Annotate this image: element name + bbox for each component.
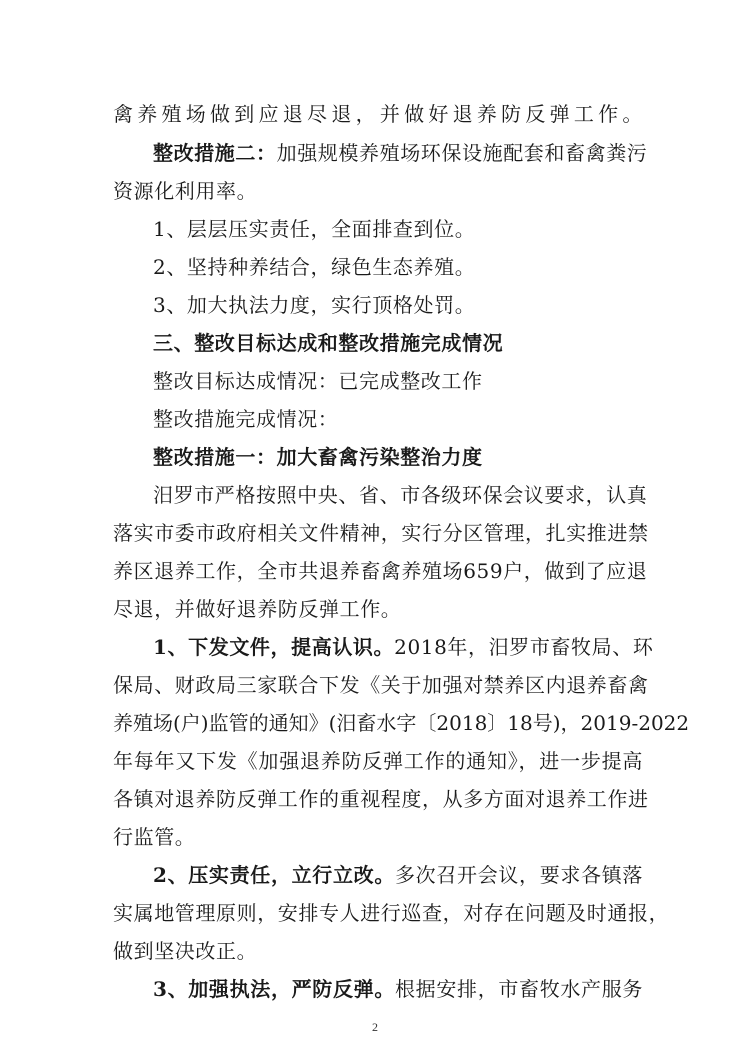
status-line: 整改目标达成情况：已完成整改工作 bbox=[153, 369, 483, 393]
paragraph-line bbox=[153, 976, 643, 1002]
paragraph-line: 保局、财政局三家联合下发《关于加强对禁养区内退养畜禽 bbox=[113, 673, 649, 697]
paragraph-line bbox=[153, 634, 654, 660]
list-item: 2、坚持种养结合，绿色生态养殖。 bbox=[153, 255, 476, 279]
paragraph-line: 落实市委市政府相关文件精神，实行分区管理，扎实推进禁 bbox=[113, 521, 649, 545]
text-line: 禽养殖场做到应退尽退，并做好退养防反弹工作。 bbox=[113, 102, 643, 126]
item-1-rest: 2018年，汨罗市畜牧局、环 bbox=[394, 635, 654, 659]
paragraph-line: 做到坚决改正。 bbox=[113, 939, 258, 963]
paragraph-line: 年每年又下发《加强退养防反弹工作的通知》，进一步提高 bbox=[113, 749, 643, 773]
paragraph-line: 汨罗市严格按照中央、省、市各级环保会议要求，认真 bbox=[153, 483, 648, 507]
list-item: 1、层层压实责任，全面排查到位。 bbox=[153, 217, 476, 241]
measure-heading-2 bbox=[153, 140, 648, 166]
measure-heading-2-lead: 整改措施二： bbox=[153, 141, 277, 165]
paragraph-line: 行监管。 bbox=[113, 825, 196, 849]
paragraph-line: 养殖场(户)监管的通知》(汨畜水字〔2018〕18号)，2019-2022 bbox=[113, 711, 690, 735]
paragraph-line: 养区退养工作，全市共退养畜禽养殖场659户，做到了应退 bbox=[113, 559, 648, 583]
paragraph-line: 尽退，并做好退养防反弹工作。 bbox=[113, 597, 402, 621]
paragraph-line: 实属地管理原则，安排专人进行巡查，对存在问题及时通报， bbox=[113, 901, 670, 925]
list-item: 3、加大执法力度，实行顶格处罚。 bbox=[153, 293, 476, 317]
item-1-lead: 1、下发文件，提高认识。 bbox=[153, 635, 395, 659]
item-3-rest: 根据安排，市畜牧水产服务 bbox=[395, 977, 643, 1001]
status-line: 整改措施完成情况： bbox=[153, 407, 339, 431]
text-line: 资源化利用率。 bbox=[113, 179, 258, 203]
measure-heading-1: 整改措施一：加大畜禽污染整治力度 bbox=[153, 445, 483, 469]
item-3-lead: 3、加强执法，严防反弹。 bbox=[153, 977, 395, 1001]
paragraph-line bbox=[153, 862, 643, 888]
measure-heading-2-rest: 加强规模养殖场环保设施配套和畜禽粪污 bbox=[276, 141, 648, 165]
page-number: 2 bbox=[372, 1020, 378, 1034]
section-heading: 三、整改目标达成和整改措施完成情况 bbox=[153, 331, 504, 355]
item-2-lead: 2、压实责任，立行立改。 bbox=[153, 863, 395, 887]
paragraph-line: 各镇对退养防反弹工作的重视程度，从多方面对退养工作进 bbox=[113, 787, 649, 811]
item-2-rest: 多次召开会议，要求各镇落 bbox=[395, 863, 643, 887]
